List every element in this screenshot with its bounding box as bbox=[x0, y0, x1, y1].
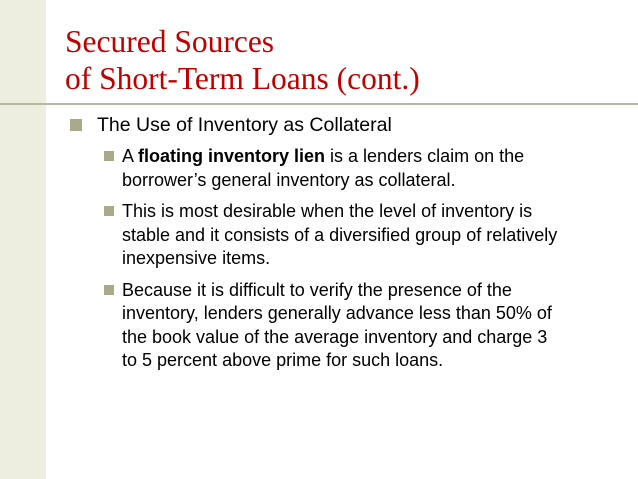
bullet-line: borrower’s general inventory as collateral. bbox=[122, 169, 456, 190]
sub-bullet-advance-terms bbox=[102, 279, 602, 373]
slide-title bbox=[65, 23, 420, 97]
heading-text: The Use of Inventory as Collateral bbox=[97, 114, 392, 136]
bullet-line: inventory, lenders generally advance less than 50% of bbox=[122, 303, 552, 323]
square-bullet-icon bbox=[104, 206, 114, 216]
bullet-line: This is most desirable when the level of inventory is bbox=[122, 201, 533, 221]
bullet-line bbox=[122, 145, 602, 169]
bullet-line: inexpensive items. bbox=[122, 248, 271, 268]
slide-title-line-1: Secured Sources bbox=[65, 24, 275, 59]
square-bullet-icon bbox=[104, 151, 114, 161]
bullet-line: to 5 percent above prime for such loans. bbox=[122, 350, 444, 370]
slide-body bbox=[70, 113, 630, 373]
bullet-text: A bbox=[122, 146, 139, 166]
bullet-line: Because it is difficult to verify the presence of the bbox=[122, 279, 512, 300]
sub-bullet-floating-lien bbox=[102, 145, 602, 192]
bullet-line: stable and it consists of a diversified group of relatively bbox=[122, 224, 558, 245]
sub-bullet-desirability bbox=[102, 200, 602, 271]
heading-bullet bbox=[70, 113, 630, 137]
bullet-text: is a lenders claim on the bbox=[325, 146, 525, 166]
square-bullet-icon bbox=[104, 285, 114, 295]
left-decorative-band bbox=[0, 0, 46, 479]
title-divider bbox=[0, 103, 638, 105]
square-bullet-icon bbox=[70, 119, 82, 131]
key-term: floating inventory lien bbox=[138, 146, 326, 166]
bullet-line: the book value of the average inventory and charge 3 bbox=[122, 326, 548, 347]
slide-title-line-2: of Short-Term Loans (cont.) bbox=[65, 61, 420, 96]
